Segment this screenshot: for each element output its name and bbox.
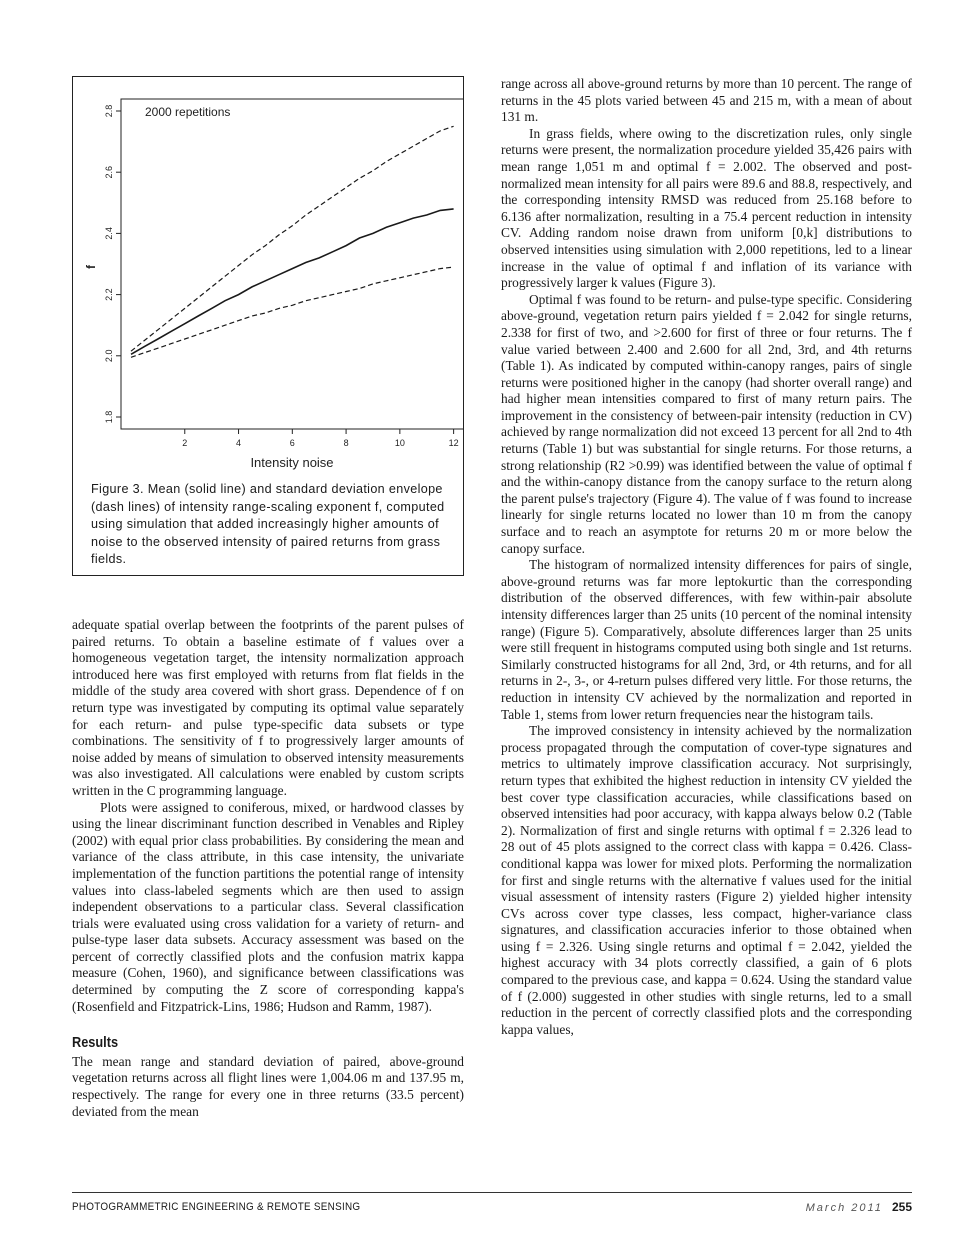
chart-annotation: 2000 repetitions: [145, 105, 231, 119]
figure-3-chart: [73, 77, 463, 477]
y-tick-label: 1.8: [104, 410, 114, 424]
page-number: 255: [891, 1200, 912, 1214]
footer-rule: [72, 1192, 912, 1193]
plot-frame: [121, 99, 463, 429]
right-column: [501, 76, 912, 1038]
series-line-mean: [131, 209, 454, 354]
left-paragraph-1: adequate spatial overlap between the footprints of the parent pulses of paired returns. To obtain a baseline estimate of f values over a homogeneous vegetation target, the intensity normalization approach introduced here was first employed with returns from flat fields in the middle of the study area covered with short grass. Dependence of f on return type was investigated by computing its optimal value separately for each return- and pulse type-specific data subsets or type combinations. The sensitivity of f to progressively larger amounts of noise added by means of simulation to observed intensity measurements was also investigated. All calculations were enabled by custom scripts written in the C programming language.: [72, 617, 464, 798]
footer-right: [806, 1200, 912, 1214]
x-tick-label: 12: [448, 438, 459, 448]
figure-3: [72, 76, 464, 576]
left-paragraph-2: Plots were assigned to coniferous, mixed, or hardwood classes by using the linear discriminant function described in Venables and Ripley (2002) with equal prior class probabilities. By considering the mean and variance of the class attribute, in this case intensity, the univariate implementation of the function partitions the potential range of intensity values into class-labeled segments which are then used to assign independent observations to a particular class. Several classification trials were evaluated using cross validation for a variety of return- and pulse-type laser data subsets. Accuracy assessment was based on the percent of correctly classified plots and the confusion matrix kappa measure (Cohen, 1960), and significance between classifications was determined by computing the Z score of corresponding kappa's (Rosenfield and Fitzpatrick-Lins, 1986; Hudson and Ramm, 1987).: [72, 799, 464, 1014]
x-axis: [182, 429, 458, 448]
right-paragraph-3: Optimal f was found to be return- and pulse-type specific. Considering above-ground, vegetation return pairs yielded f = 2.042 for single returns, 2.338 for first of two, and >2.600 for first of three or four returns. The f value varied between 2.400 and 2.600 for all 2nd, 3rd, and 4th returns (Table 1). As indicated by computed within-canopy ranges, pairs of single returns were positioned higher in the canopy (had shorter overall range) and had higher mean intensities compared to first of many return pairs. The improvement in the consistency of between-pair intensity (reduction in CV) achieved by range normalization did not exceed 13 percent for all 2nd to 4th returns (Table 1) but was substantial for single returns. For those returns, a strong relationship (R2 >0.99) was identified between the value of optimal f and the within-canopy distance from the canopy surface to the return along the parent pulse's trajectory (Figure 4). The value of f was found to increase linearly for single returns located no lower than 10 m from the canopy surface and to reach an asymptote for returns 20 m or more below the canopy surface.: [501, 291, 912, 556]
right-paragraph-5: The improved consistency in intensity achieved by the normalization process propagated through the computation of cover-type signatures and metrics to ultimately improve classification accuracy. Not surprisingly, return types that exhibited the highest reduction in intensity CV yielded the best cover type classification accuracies, while classifications based on observed intensities had poor accuracy, with kappa always below 0.2 (Table 2). Normalization of first and single returns with optimal f = 2.326 lead to 28 out of 45 plots assigned to the correct class with kappa = 0.426. Class-conditional kappa was lower for mixed plots. Performing the normalization for first and single returns with the alternative f values used for the initial visual assessment of intensity rasters (Figure 2) yielded higher intensity CVs across cover type classes, less compact, higher-variance class signatures, and classification accuracies inferior to those obtained when using f = 2.326. Using single returns and optimal f = 2.042, yielded the highest accuracy with 34 plots correctly classified, a gain of 6 plots compared to the previous case, and kappa = 0.624. Using the standard value of f (2.000) suggested in other studies with single returns, led to a small reduction in the percent of correctly classified plots and the corresponding kappa values,: [501, 723, 912, 1037]
results-heading: Results: [72, 1034, 119, 1052]
x-tick-label: 2: [182, 438, 188, 448]
y-tick-label: 2.6: [104, 165, 114, 179]
x-tick-label: 4: [236, 438, 242, 448]
series-line-sd-envelope: [131, 126, 454, 351]
x-tick-label: 10: [394, 438, 405, 448]
series-layer: [131, 126, 454, 357]
x-tick-label: 8: [343, 438, 349, 448]
left-paragraph-3: The mean range and standard deviation of paired, above-ground vegetation returns across all flight lines were 1,004.06 m and 137.95 m, respectively. The range for every one in three returns (33.5 percent) deviated from the mean: [72, 1053, 464, 1119]
right-paragraph-2: In grass fields, where owing to the discretization rules, only single returns were present, the normalization procedure yielded 35,426 pairs with mean range 1,051 m and optimal f = 2.002. The observed and post-normalized mean intensity for all pairs were 89.6 and 88.8, respectively, and the corresponding intensity RMSD was reduced from 25.168 before to 6.136 after normalization, resulting in a 75.4 percent reduction in intensity CV. Adding random noise drawn from uniform [0,k] distributions to observed intensities using simulation with 2,000 repetitions, led to a linear increase in the value of optimal f and inflation of its variance with progressively larger k values (Figure 3).: [501, 125, 912, 291]
y-tick-label: 2.2: [104, 288, 114, 301]
right-paragraph-4: The histogram of normalized intensity differences for pairs of single, above-ground returns was far more leptokurtic than the corresponding distribution of the observed differences, with few within-pair absolute intensity differences larger than 25 units (10 percent of the nominal intensity range) (Figure 5). Comparatively, absolute differences larger than 25 units were still frequent in histograms computed using both single and 1st returns. Similarly constructed histograms for all 2nd, 3rd, or 4th returns, and for all returns in 2-, 3-, or 4-return pulses differed very little. For those returns, the reduction in intensity CV achieved by the normalization and reported in Table 1, stems from lower return frequencies near the histogram tails.: [501, 557, 912, 722]
journal-name: PHOTOGRAMMETRIC ENGINEERING & REMOTE SENSING: [72, 1201, 361, 1213]
x-tick-label: 6: [289, 438, 295, 448]
y-tick-label: 2.8: [104, 104, 114, 118]
series-line-sd-envelope: [131, 267, 454, 357]
y-axis-title: f: [84, 265, 98, 269]
left-column: [72, 617, 464, 1120]
issue-date: March 2011: [805, 1202, 883, 1214]
y-tick-label: 2.4: [104, 227, 114, 240]
right-paragraph-1: range across all above-ground returns by more than 10 percent. The range of returns in the 45 plots varied between 45 and 215 m, with a mean of about 131 m.: [501, 76, 912, 125]
y-tick-label: 2.0: [104, 349, 114, 363]
y-axis: [104, 105, 121, 424]
figure-caption: Figure 3. Mean (solid line) and standard deviation envelope (dash lines) of intensity range-scaling exponent f, computed using simulation that added increasingly higher amounts of noise to the observed intensity of paired returns from grass fields.: [91, 482, 445, 567]
x-axis-title: Intensity noise: [250, 455, 334, 470]
